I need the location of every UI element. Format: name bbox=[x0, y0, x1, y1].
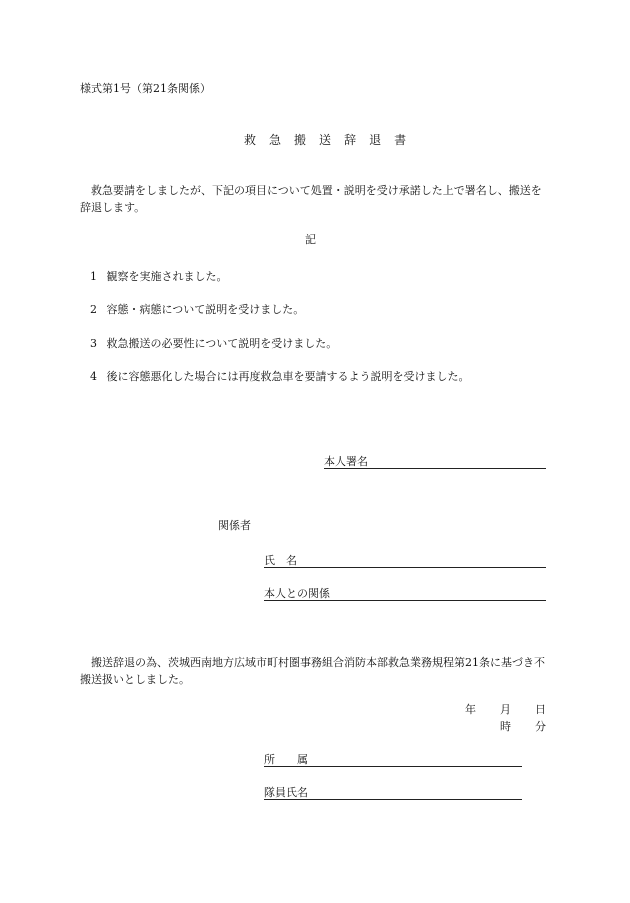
title-char: 書 bbox=[394, 133, 407, 147]
item-number: 2 bbox=[90, 303, 97, 316]
item-text: 容態・病態について説明を受けました。 bbox=[106, 303, 305, 316]
affiliation-label: 所 属 bbox=[264, 753, 308, 766]
item-number: 3 bbox=[90, 337, 97, 350]
ki-heading: 記 bbox=[305, 233, 316, 246]
item-number: 1 bbox=[90, 270, 97, 283]
list-item bbox=[90, 303, 304, 317]
list-item bbox=[90, 337, 337, 351]
self-signature-field[interactable] bbox=[324, 468, 546, 469]
item-number: 4 bbox=[90, 370, 97, 383]
member-name-label: 隊員氏名 bbox=[264, 786, 308, 799]
date-year: 年 bbox=[465, 703, 476, 716]
date-day: 日 bbox=[535, 703, 546, 716]
date-month: 月 bbox=[500, 703, 511, 716]
time-minute: 分 bbox=[535, 720, 546, 733]
affiliation-field[interactable] bbox=[264, 766, 522, 767]
name-label: 氏 名 bbox=[264, 554, 297, 567]
item-text: 後に容態悪化した場合には再度救急車を要請するよう説明を受けました。 bbox=[106, 370, 470, 383]
member-name-field[interactable] bbox=[264, 799, 522, 800]
related-person-label: 関係者 bbox=[218, 519, 251, 532]
relationship-field[interactable] bbox=[264, 600, 546, 601]
time-hour: 時 bbox=[500, 720, 511, 733]
title-char: 救 bbox=[244, 133, 257, 147]
item-text: 救急搬送の必要性について説明を受けました。 bbox=[106, 337, 338, 350]
self-signature-label: 本人署名 bbox=[324, 455, 368, 468]
item-text: 観察を実施されました。 bbox=[106, 270, 228, 283]
list-item bbox=[90, 370, 470, 384]
closing-paragraph: 搬送辞退の為、茨城西南地方広域市町村圏事務組合消防本部救急業務規程第21条に基づき不搬送扱いとしました。 bbox=[80, 656, 545, 686]
intro-paragraph: 救急要請をしましたが、下記の項目について処置・説明を受け承諾した上で署名し、搬送を辞退します。 bbox=[80, 184, 542, 214]
title-char: 辞 bbox=[344, 133, 357, 147]
title-char: 退 bbox=[369, 133, 382, 147]
name-field[interactable] bbox=[264, 567, 546, 568]
title-char: 急 bbox=[269, 133, 282, 147]
form-number: 様式第1号（第21条関係） bbox=[80, 82, 211, 95]
title-char: 搬 bbox=[294, 133, 307, 147]
list-item bbox=[90, 270, 228, 284]
document-title bbox=[244, 133, 406, 147]
relationship-label: 本人との関係 bbox=[264, 587, 330, 600]
title-char: 送 bbox=[319, 133, 332, 147]
